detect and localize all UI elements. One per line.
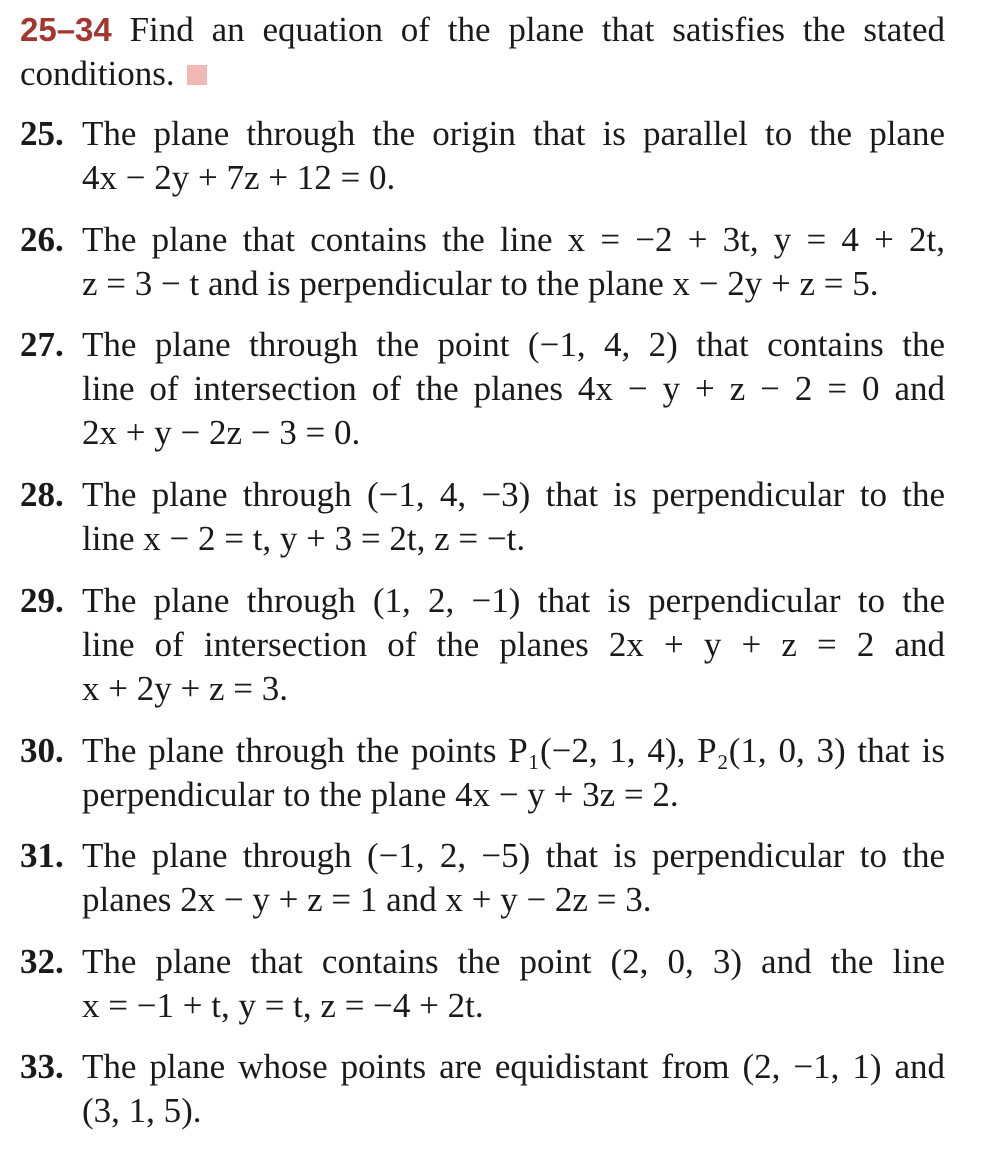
- problem-line: line of intersection of the planes 2x + y + z = 2 and: [82, 625, 945, 664]
- problem-33: [20, 1045, 945, 1133]
- problem-line: The plane whose points are equidistant from (2, −1, 1) and: [82, 1047, 945, 1086]
- exercise-range: 25–34: [20, 11, 112, 48]
- exercise-instruction: Find an equation of the plane that satisfies the stated conditions.: [20, 10, 946, 93]
- problem-line: The plane that contains the point (2, 0, 3) and the line: [82, 942, 945, 981]
- exercise-header: [20, 8, 945, 96]
- problem-number: 27.: [20, 325, 64, 364]
- problem-number: 26.: [20, 220, 64, 259]
- problem-32: [20, 940, 945, 1028]
- problem-line: 2x + y − 2z − 3 = 0.: [82, 413, 361, 452]
- problem-line: (3, 1, 5).: [82, 1091, 202, 1130]
- problem-number: 28.: [20, 475, 64, 514]
- problem-26: [20, 218, 945, 306]
- problem-line: perpendicular to the plane 4x − y + 3z = 2.: [82, 775, 679, 814]
- problem-27: [20, 323, 945, 455]
- problem-line: z = 3 − t and is perpendicular to the plane x − 2y + z = 5.: [82, 264, 879, 303]
- problem-line: The plane through the points P₁(−2, 1, 4), P₂(1, 0, 3) that is: [82, 731, 945, 770]
- problem-number: 31.: [20, 836, 64, 875]
- problem-28: [20, 473, 945, 561]
- problem-line: x = −1 + t, y = t, z = −4 + 2t.: [82, 986, 484, 1025]
- section-marker-icon: [187, 65, 207, 85]
- problem-line: x + 2y + z = 3.: [82, 669, 289, 708]
- problem-31: [20, 834, 945, 922]
- problem-number: 30.: [20, 731, 64, 770]
- problem-line: The plane through (−1, 2, −5) that is perpendicular to the: [82, 836, 945, 875]
- problem-line: The plane through the origin that is parallel to the plane: [82, 114, 945, 153]
- problem-number: 32.: [20, 942, 64, 981]
- problem-number: 29.: [20, 581, 64, 620]
- problem-line: line x − 2 = t, y + 3 = 2t, z = −t.: [82, 519, 526, 558]
- problem-25: [20, 112, 945, 200]
- problem-number: 25.: [20, 114, 64, 153]
- problem-30: [20, 729, 945, 817]
- problem-line: 4x − 2y + 7z + 12 = 0.: [82, 158, 396, 197]
- problem-number: 33.: [20, 1047, 64, 1086]
- problem-line: The plane through (1, 2, −1) that is perpendicular to the: [82, 581, 945, 620]
- problem-line: The plane that contains the line x = −2 + 3t, y = 4 + 2t,: [82, 220, 945, 259]
- problem-line: The plane through the point (−1, 4, 2) that contains the: [82, 325, 945, 364]
- problem-line: planes 2x − y + z = 1 and x + y − 2z = 3.: [82, 880, 652, 919]
- problem-line: line of intersection of the planes 4x − y + z − 2 = 0 and: [82, 369, 945, 408]
- problem-29: [20, 579, 945, 711]
- problem-line: The plane through (−1, 4, −3) that is perpendicular to the: [82, 475, 945, 514]
